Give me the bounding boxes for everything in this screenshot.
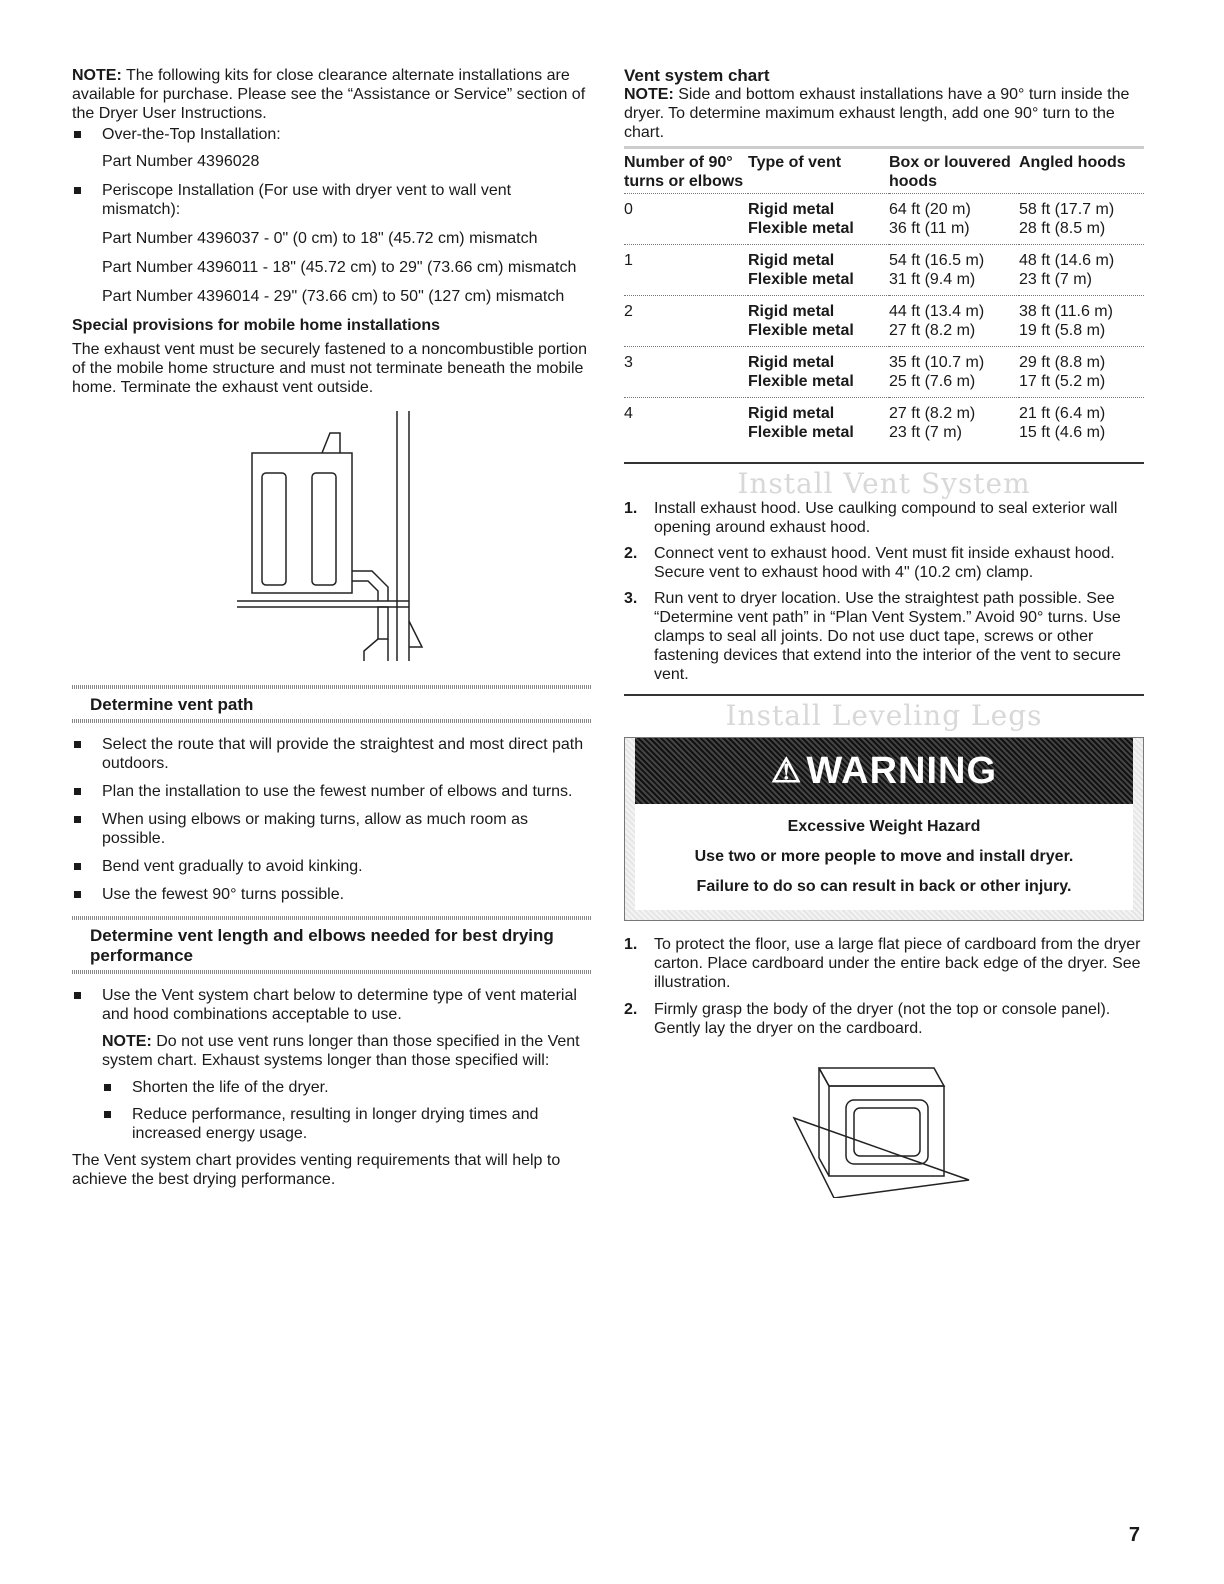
warning-banner — [635, 738, 1133, 804]
vent-system-table — [624, 146, 1144, 448]
kit-item: Periscope Installation (For use with dryer vent to wall vent mismatch): — [72, 181, 592, 219]
vent-path-bullet: When using elbows or making turns, allow as much room as possible. — [72, 810, 592, 848]
dryer-vent-diagram — [72, 411, 592, 671]
vent-length-note: NOTE: Do not use vent runs longer than those specified in the Vent system chart. Exhaust systems longer than those specified will: — [102, 1033, 580, 1069]
vent-path-bullet: Select the route that will provide the straightest and most direct path outdoors. — [72, 735, 592, 773]
angled-hood-cell: 38 ft (11.6 m) 19 ft (5.8 m) — [1019, 296, 1144, 347]
closing-text: The Vent system chart provides venting requirements that will help to achieve the best drying performance. — [72, 1152, 561, 1188]
vent-type-cell: Rigid metal Flexible metal — [748, 194, 889, 245]
part-number: Part Number 4396011 - 18" (45.72 cm) to 29" (73.66 cm) mismatch — [102, 259, 577, 276]
warning-message — [635, 804, 1133, 910]
turns-cell: 3 — [624, 347, 748, 398]
table-header-cell: Number of 90° turns or elbows — [624, 148, 748, 194]
box-hood-cell: 44 ft (13.4 m) 27 ft (8.2 m) — [889, 296, 1019, 347]
section-divider — [624, 462, 1144, 464]
legs-step: 1. To protect the floor, use a large flat piece of cardboard from the dryer carton. Place cardboard under the entire back edge of the dryer. See illustration. — [624, 936, 1141, 991]
table-header-row — [624, 148, 1144, 194]
vent-path-bullet: Bend vent gradually to avoid kinking. — [72, 857, 592, 876]
legs-step: 2. Firmly grasp the body of the dryer (not the top or console panel). Gently lay the dryer on the cardboard. — [624, 1001, 1111, 1037]
angled-hood-cell: 29 ft (8.8 m) 17 ft (5.2 m) — [1019, 347, 1144, 398]
vent-type-cell: Rigid metal Flexible metal — [748, 296, 889, 347]
warning-triangle-icon: ⚠ — [770, 752, 803, 790]
turns-cell: 0 — [624, 194, 748, 245]
part-number: Part Number 4396037 - 0" (0 cm) to 18" (45.72 cm) mismatch — [102, 230, 538, 247]
vent-length-heading: Determine vent length and elbows needed for best drying performance — [90, 926, 554, 965]
table-row — [624, 347, 1144, 398]
install-vent-step: 2. Connect vent to exhaust hood. Vent must fit inside exhaust hood. Secure vent to exhaust hood with 4" (10.2 cm) clamp. — [624, 545, 1115, 581]
warning-box — [624, 737, 1144, 921]
table-header-cell: Box or louvered hoods — [889, 148, 1019, 194]
right-column — [624, 66, 1144, 1198]
dryer-on-cardboard-illustration — [624, 1058, 1144, 1198]
angled-hood-cell: 58 ft (17.7 m) 28 ft (8.5 m) — [1019, 194, 1144, 245]
angled-hood-cell: 21 ft (6.4 m) 15 ft (4.6 m) — [1019, 405, 1106, 441]
vent-type-cell: Rigid metal Flexible metal — [748, 347, 889, 398]
vent-type-cell: Rigid metal Flexible metal — [748, 245, 889, 296]
section-divider — [72, 719, 592, 723]
box-hood-cell: 27 ft (8.2 m) 23 ft (7 m) — [889, 405, 976, 441]
turns-cell: 1 — [624, 245, 748, 296]
table-header-cell: Angled hoods — [1019, 148, 1144, 194]
table-header-cell: Type of vent — [748, 148, 889, 194]
vent-length-bullet: Use the Vent system chart below to determine type of vent material and hood combinations acceptable to use. — [72, 986, 592, 1024]
vent-type-cell: Rigid metal Flexible metal — [748, 405, 854, 441]
vent-length-sub-bullet: Shorten the life of the dryer. — [102, 1078, 592, 1097]
vent-path-bullet: Use the fewest 90° turns possible. — [72, 885, 592, 904]
part-number: Part Number 4396014 - 29" (73.66 cm) to 50" (127 cm) mismatch — [102, 288, 565, 305]
box-hood-cell: 64 ft (20 m) 36 ft (11 m) — [889, 194, 1019, 245]
box-hood-cell: 54 ft (16.5 m) 31 ft (9.4 m) — [889, 245, 1019, 296]
turns-cell: 4 — [624, 405, 633, 422]
left-column — [72, 66, 592, 1189]
warning-hazard: Excessive Weight Hazard — [787, 818, 981, 835]
mobile-home-heading: Special provisions for mobile home installations — [72, 317, 441, 334]
mobile-home-vent-illustration — [72, 411, 592, 671]
warning-line: Use two or more people to move and install dryer. — [694, 848, 1074, 865]
install-legs-title: Install Leveling Legs — [725, 699, 1043, 732]
table-row — [624, 245, 1144, 296]
vent-chart-heading: Vent system chart — [624, 66, 770, 85]
mobile-home-text: The exhaust vent must be securely fastened to a noncombustible portion of the mobile home structure and must not terminate beneath the mobile home. Terminate the exhaust vent outside. — [72, 341, 587, 396]
install-vent-step: 3. Run vent to dryer location. Use the straightest path possible. See “Determine vent path” in “Plan Vent System.” Avoid 90° turns. Use clamps to seal all joints. Do not use duct tape, screws or other fastening devices that extend into the interior of the vent to secure vent. — [624, 590, 1121, 683]
dryer-cardboard-diagram — [624, 1058, 1144, 1198]
section-divider — [624, 694, 1144, 696]
install-vent-title: Install Vent System — [737, 467, 1031, 500]
kit-item: Over-the-Top Installation: — [72, 125, 592, 144]
warning-line: Failure to do so can result in back or other injury. — [696, 878, 1072, 895]
vent-path-bullet: Plan the installation to use the fewest number of elbows and turns. — [72, 782, 592, 801]
kits-note: NOTE: The following kits for close clearance alternate installations are available for purchase. Please see the “Assistance or Service” section of the Dryer User Instructions. — [72, 67, 586, 122]
part-number: Part Number 4396028 — [102, 153, 260, 170]
vent-chart-note: NOTE: Side and bottom exhaust installations have a 90° turn inside the dryer. To determine maximum exhaust length, add one 90° turn to the chart. — [624, 86, 1130, 141]
table-row — [624, 194, 1144, 245]
angled-hood-cell: 48 ft (14.6 m) 23 ft (7 m) — [1019, 245, 1144, 296]
table-row — [624, 296, 1144, 347]
table-row — [624, 398, 1144, 449]
turns-cell: 2 — [624, 296, 748, 347]
vent-path-heading: Determine vent path — [90, 695, 254, 714]
vent-length-sub-bullet: Reduce performance, resulting in longer drying times and increased energy usage. — [102, 1105, 592, 1143]
section-divider — [72, 916, 592, 920]
warning-label: WARNING — [806, 749, 998, 792]
section-divider — [72, 970, 592, 974]
box-hood-cell: 35 ft (10.7 m) 25 ft (7.6 m) — [889, 347, 1019, 398]
install-vent-step: 1. Install exhaust hood. Use caulking compound to seal exterior wall opening around exhaust hood. — [624, 500, 1118, 536]
page-number: 7 — [1128, 1524, 1140, 1546]
section-divider — [72, 685, 592, 689]
